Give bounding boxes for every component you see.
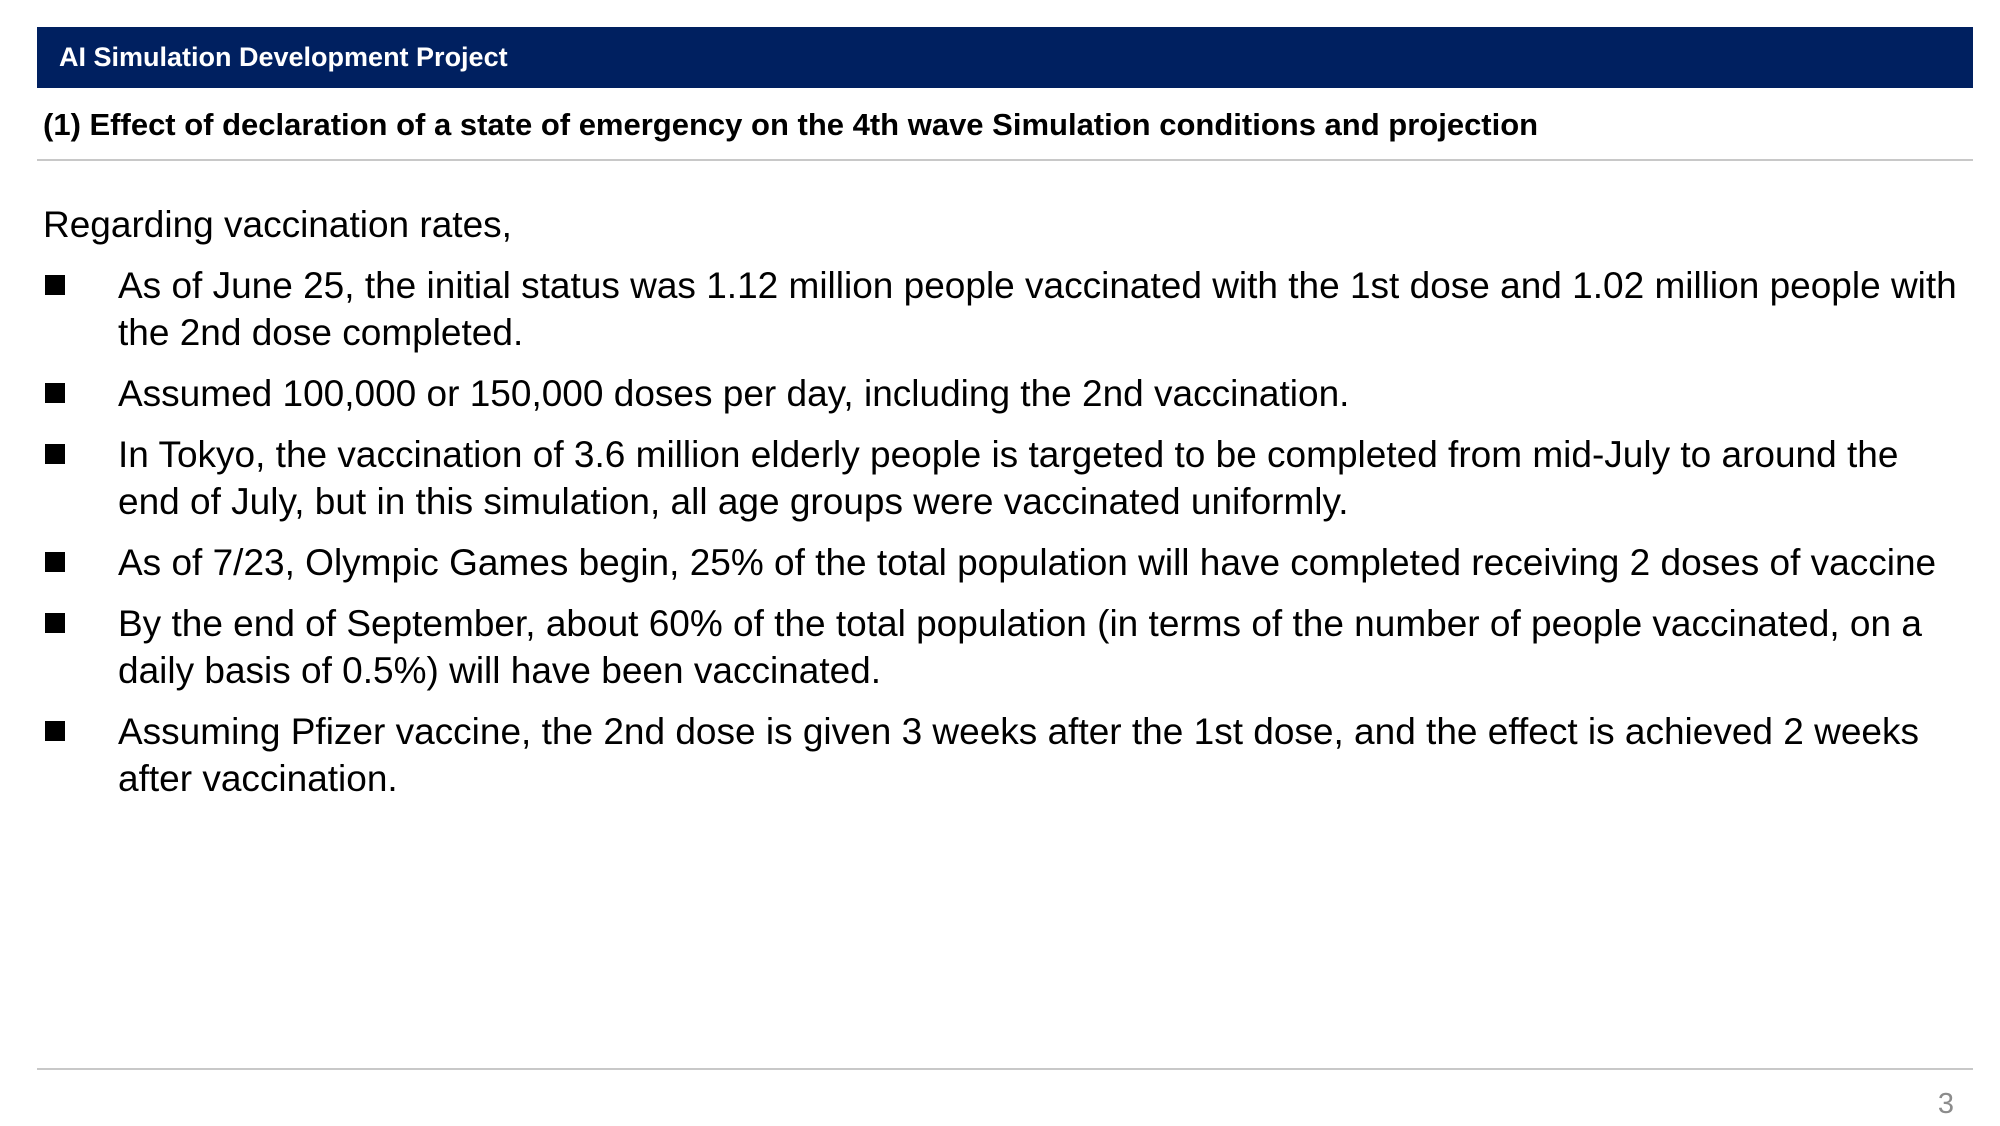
intro-text: Regarding vaccination rates, [43,204,512,245]
bullet-text: Assumed 100,000 or 150,000 doses per day, including the 2nd vaccination. [118,373,1350,414]
page-number: 3 [1937,1088,1954,1120]
project-title: AI Simulation Development Project [59,42,508,72]
square-bullet-icon [45,444,65,464]
bullet-text: By the end of September, about 60% of the total population (in terms of the number of people vaccinated, on a daily basis of 0.5%) will have been vaccinated. [118,603,1922,691]
square-bullet-icon [45,613,65,633]
bullet-item [43,431,1963,525]
footer-divider [37,1068,1973,1070]
bullet-text: As of 7/23, Olympic Games begin, 25% of the total population will have completed receiving 2 doses of vaccine [118,542,1937,583]
bullet-item [43,370,1963,417]
bullet-item [43,539,1963,586]
bullet-text: In Tokyo, the vaccination of 3.6 million elderly people is targeted to be completed from mid-July to around the end of July, but in this simulation, all age groups were vaccinated uniformly. [118,434,1899,522]
subtitle-divider [37,159,1973,161]
square-bullet-icon [45,721,65,741]
bullet-list [43,262,1963,816]
square-bullet-icon [45,552,65,572]
square-bullet-icon [45,275,65,295]
bullet-text: Assuming Pfizer vaccine, the 2nd dose is given 3 weeks after the 1st dose, and the effect is achieved 2 weeks after vaccination. [118,711,1920,799]
bullet-text: As of June 25, the initial status was 1.12 million people vaccinated with the 1st dose and 1.02 million people with the 2nd dose completed. [118,265,1957,353]
bullet-item [43,708,1963,802]
square-bullet-icon [45,383,65,403]
header-bar [37,27,1973,88]
bullet-item [43,600,1963,694]
bullet-item [43,262,1963,356]
section-subtitle: (1) Effect of declaration of a state of emergency on the 4th wave Simulation conditions and projection [43,107,1539,142]
